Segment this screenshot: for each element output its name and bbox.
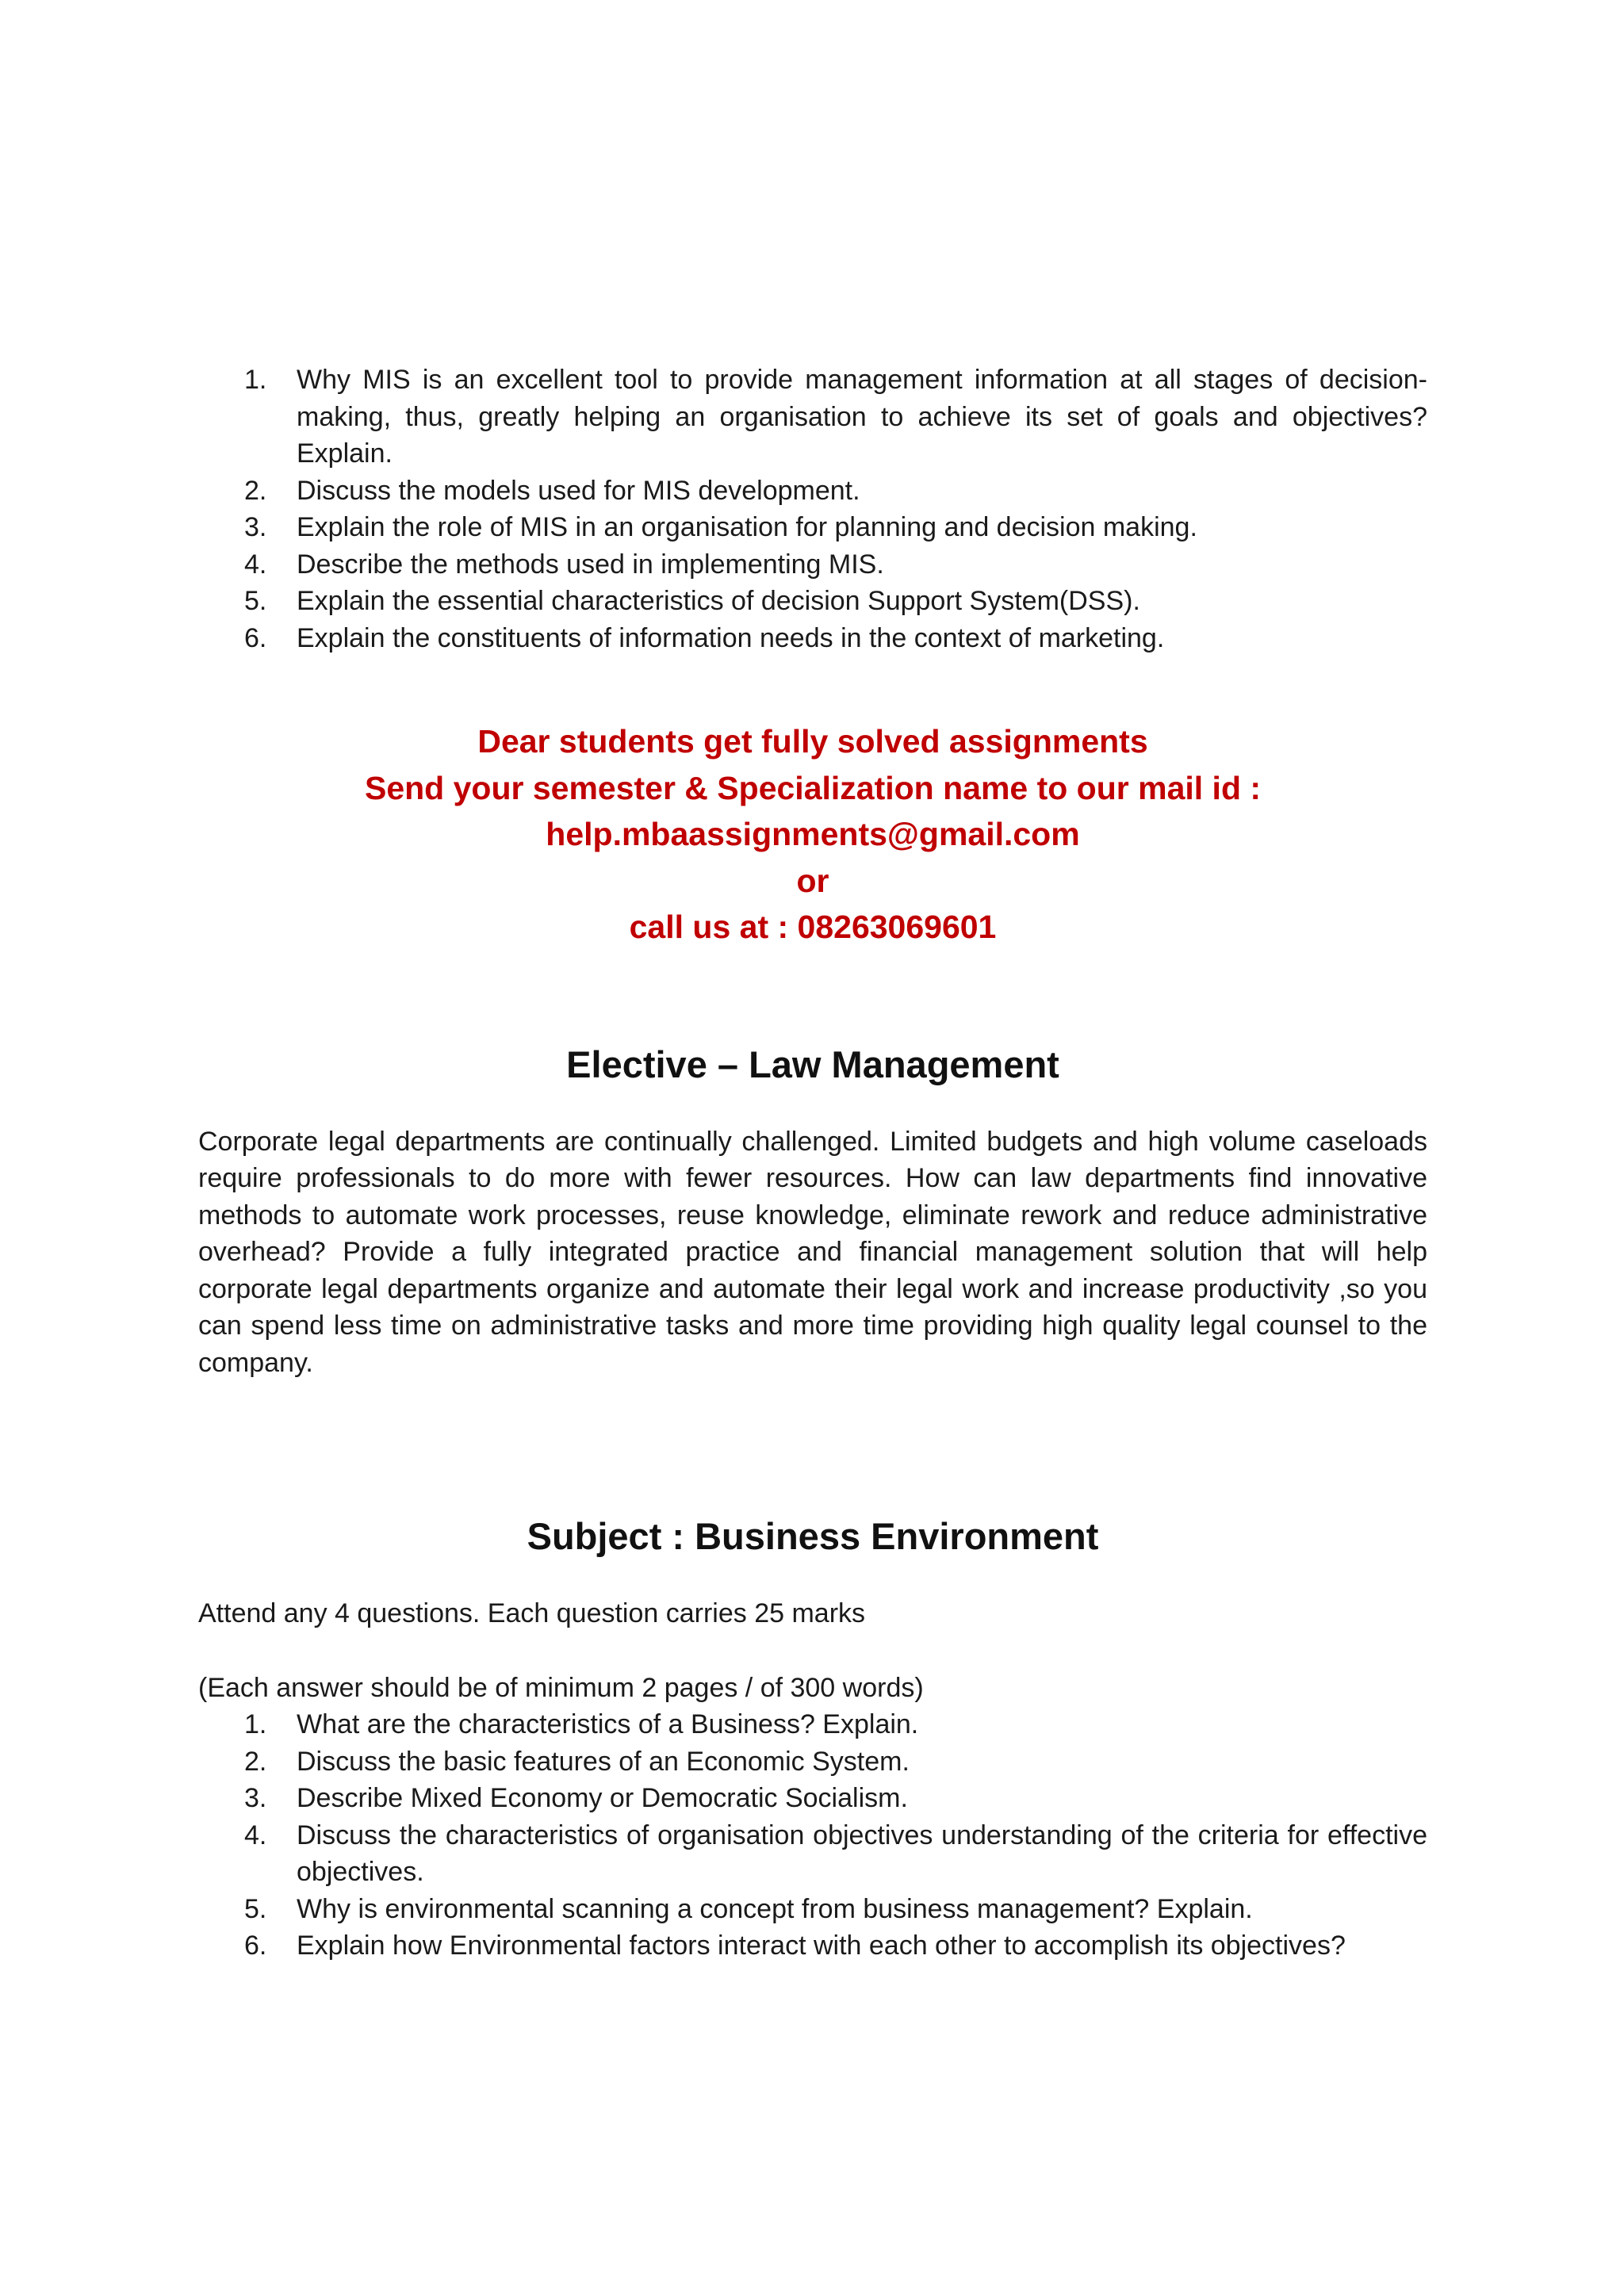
list-item bbox=[198, 546, 1427, 584]
list-text: Describe the methods used in implementing MIS. bbox=[297, 549, 884, 580]
list-number: 1. bbox=[244, 365, 267, 395]
list-number: 4. bbox=[244, 1820, 267, 1850]
list-item bbox=[198, 1817, 1427, 1891]
list-item bbox=[198, 583, 1427, 620]
list-item bbox=[198, 473, 1427, 510]
list-text: Discuss the characteristics of organisation objectives understanding of the criteria for effective objectives. bbox=[297, 1820, 1427, 1887]
list-number: 6. bbox=[244, 622, 267, 653]
mis-question-list bbox=[198, 362, 1427, 656]
promo-line: Dear students get fully solved assignments bbox=[477, 723, 1148, 760]
instruction-text: Attend any 4 questions. Each question carries 25 marks bbox=[198, 1598, 866, 1628]
elective-paragraph: Corporate legal departments are continually challenged. Limited budgets and high volume caseloads require professionals to do more with fewer resources. How can law departments find innovative methods to automate work processes, reuse knowledge, eliminate rework and reduce administrative overhead? Provide a fully integrated practice and financial management solution that will help corporate legal departments organize and automate their legal work and increase productivity ,so you can spend less time on administrative tasks and more time providing high quality legal counsel to the company. bbox=[198, 1126, 1427, 1378]
list-text: Explain the constituents of information needs in the context of marketing. bbox=[297, 622, 1165, 653]
list-text: Discuss the models used for MIS development. bbox=[297, 475, 860, 506]
list-item bbox=[198, 1743, 1427, 1781]
list-item bbox=[198, 1780, 1427, 1817]
list-number: 3. bbox=[244, 1783, 267, 1813]
list-number: 5. bbox=[244, 586, 267, 616]
list-text: Explain how Environmental factors interact with each other to accomplish its objectives? bbox=[297, 1931, 1346, 1961]
list-item bbox=[198, 362, 1427, 473]
list-text: Discuss the basic features of an Economic System. bbox=[297, 1746, 910, 1777]
promo-line: or bbox=[796, 862, 829, 899]
promo-line: Send your semester & Specialization name to our mail id : bbox=[364, 769, 1262, 806]
list-text: Why MIS is an excellent tool to provide management information at all stages of decision-making, thus, greatly helping an organisation to achieve its set of goals and objectives? Explain. bbox=[297, 365, 1427, 469]
instruction-text: (Each answer should be of minimum 2 pages / of 300 words) bbox=[198, 1673, 924, 1703]
list-number: 2. bbox=[244, 475, 267, 506]
list-item bbox=[198, 620, 1427, 657]
list-number: 6. bbox=[244, 1931, 267, 1961]
promo-phone: call us at : 08263069601 bbox=[629, 909, 997, 945]
list-item bbox=[198, 1927, 1427, 1965]
subject-heading: Subject : Business Environment bbox=[527, 1515, 1099, 1557]
business-question-list bbox=[198, 1706, 1427, 1965]
list-text: Why is environmental scanning a concept from business management? Explain. bbox=[297, 1893, 1253, 1924]
list-number: 3. bbox=[244, 512, 267, 542]
list-number: 2. bbox=[244, 1746, 267, 1777]
document-content bbox=[198, 362, 1427, 1965]
list-item bbox=[198, 509, 1427, 546]
list-text: What are the characteristics of a Business? Explain. bbox=[297, 1709, 919, 1739]
list-text: Describe Mixed Economy or Democratic Socialism. bbox=[297, 1783, 908, 1813]
list-number: 5. bbox=[244, 1893, 267, 1924]
list-number: 4. bbox=[244, 549, 267, 580]
list-item bbox=[198, 1891, 1427, 1928]
promo-email: help.mbaassignments@gmail.com bbox=[546, 816, 1080, 852]
promo-block bbox=[198, 718, 1427, 951]
list-text: Explain the essential characteristics of decision Support System(DSS). bbox=[297, 586, 1140, 616]
list-text: Explain the role of MIS in an organisation for planning and decision making. bbox=[297, 512, 1197, 542]
elective-heading: Elective – Law Management bbox=[566, 1043, 1059, 1085]
list-item bbox=[198, 1706, 1427, 1743]
list-number: 1. bbox=[244, 1709, 267, 1739]
